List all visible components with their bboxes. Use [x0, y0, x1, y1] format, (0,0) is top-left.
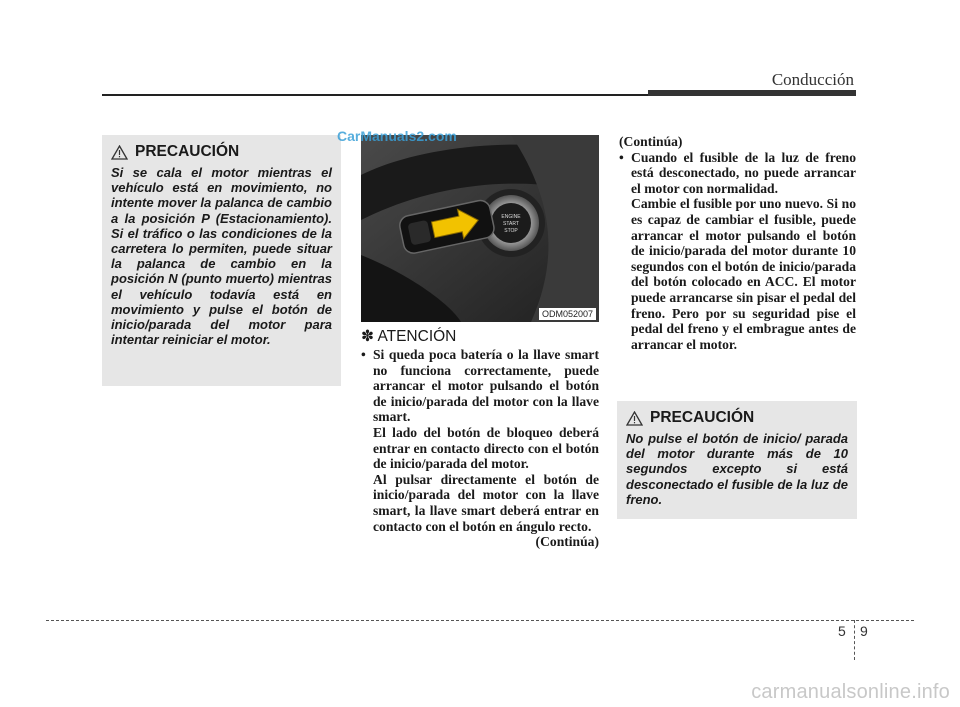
smart-key-photo	[361, 135, 599, 322]
engine-label: ENGINE	[501, 214, 521, 220]
fuse-paragraph: Cambie el fusible por uno nuevo. Si no es capaz de cambiar el fusible, puede arrancar el motor pulsando el botón de inicio/parada del motor durante 10 segundos con el botón de inicio/parada del botón colocado en ACC. El motor puede arrancarse sin pisar el pedal del freno. Pero por su seguridad pise el pedal del freno y el embrague antes de arrancar el motor.	[631, 196, 856, 352]
section-number: 5	[838, 623, 846, 639]
bullet-dot: •	[361, 347, 366, 362]
bullet-dot: •	[619, 149, 624, 165]
attention-paragraph: Al pulsar directamente el botón de inicio/parada del motor con la llave smart, la llave smart deberá entrar en contacto con el botón en ángulo recto.	[373, 471, 599, 534]
page-number: 9	[860, 623, 868, 639]
header-rule-accent	[648, 90, 856, 96]
section-title: Conducción	[771, 70, 854, 89]
attention-bullet: Si queda poca batería o la llave smart no funciona correctamente, puede arrancar el motor pulsando el botón de inicio/parada del motor con la llave smart.	[373, 347, 599, 425]
smart-key-on-start-button-photo	[361, 135, 599, 322]
caution-box-right	[617, 401, 857, 519]
attention-text	[361, 347, 599, 550]
continued-label: (Continúa)	[535, 534, 599, 550]
warning-triangle-icon	[111, 145, 128, 160]
warning-triangle-icon	[626, 411, 643, 426]
caution-header	[111, 143, 332, 161]
fuse-bullet: Cuando el fusible de la luz de freno está desconectado, no puede arrancar el motor con normalidad.	[631, 149, 856, 196]
caution-header	[626, 409, 848, 427]
caution-text: Si se cala el motor mientras el vehículo está en movimiento, no intente mover la palanca de cambio a la posición P (Estacionamiento). Si el tráfico o las condiciones de la carretera lo permiten, puede situar la palanca de cambio en la posición N (punto muerto) mientras el vehículo todavía está en movimiento y pulse el botón de inicio/parada del motor para intentar reiniciar el motor.	[111, 165, 332, 348]
footer-divider	[854, 620, 855, 660]
right-column-text	[619, 134, 856, 352]
site-watermark: carmanualsonline.info	[751, 681, 950, 703]
list-item	[619, 150, 856, 353]
attention-title: ✽ ATENCIÓN	[361, 328, 457, 345]
figure-code: ODM052007	[539, 308, 596, 320]
continued-label: (Continúa)	[619, 134, 683, 149]
attention-paragraph: El lado del botón de bloqueo deberá entrar en contacto directo con el botón de inicio/parada del motor.	[373, 424, 599, 472]
footer-rule	[46, 620, 914, 621]
watermark-top: CarManuals2.com	[337, 128, 457, 144]
caution-title: PRECAUCIÓN	[135, 143, 240, 160]
caution-title: PRECAUCIÓN	[650, 409, 755, 426]
caution-box-left	[102, 135, 341, 386]
stop-label: STOP	[504, 228, 518, 234]
list-item	[361, 347, 599, 550]
caution-text: No pulse el botón de inicio/ parada del motor durante más de 10 segundos excepto si está desconectado el fusible de la luz de freno.	[626, 431, 848, 507]
start-label: START	[503, 221, 519, 227]
